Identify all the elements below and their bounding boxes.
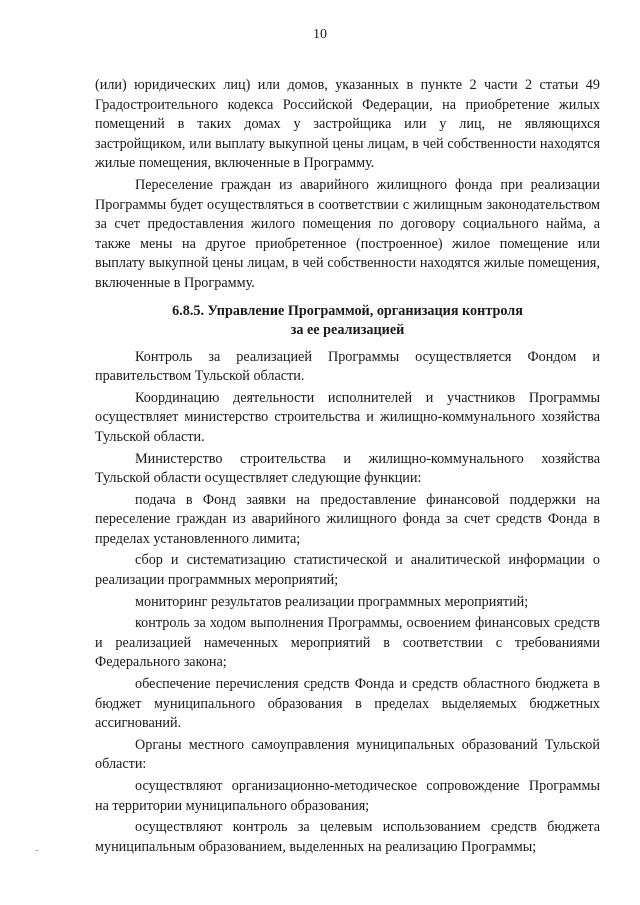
- list-item: осуществляют организационно-методическое сопровождение Программы на территории муниципального образования;: [95, 778, 600, 814]
- scan-speck: [36, 850, 38, 851]
- section-heading: [95, 302, 600, 340]
- section-heading-line: 6.8.5. Управление Программой, организация контроля: [172, 302, 523, 319]
- list-item: контроль за ходом выполнения Программы, освоением финансовых средств и реализацией намеченных мероприятий в соответствии с требованиями Федерального закона;: [95, 615, 600, 671]
- paragraph: Координацию деятельности исполнителей и участников Программы осуществляет министерство строительства и жилищно-коммунального хозяйства Тульской области.: [95, 389, 600, 445]
- paragraph: Контроль за реализацией Программы осуществляется Фондом и правительством Тульской области.: [95, 348, 600, 385]
- paragraph: Органы местного самоуправления муниципальных образований Тульской области:: [95, 736, 600, 773]
- list-item: осуществляют контроль за целевым использованием средств бюджета муниципальным образованием, выделенных на реализацию Программы;: [95, 819, 600, 855]
- page-number: 10: [313, 27, 327, 42]
- list-item: обеспечение перечисления средств Фонда и средств областного бюджета в бюджет муниципального образования в пределах выделяемых бюджетных ассигнований.: [95, 676, 600, 732]
- paragraph: Министерство строительства и жилищно-коммунального хозяйства Тульской области осуществляет следующие функции:: [95, 450, 600, 487]
- document-body: [95, 76, 600, 857]
- list-item: мониторинг результатов реализации программных мероприятий;: [135, 593, 529, 610]
- paragraph: Переселение граждан из аварийного жилищного фонда при реализации Программы будет осуществляться в соответствии с жилищным законодательством за счет предоставления жилого помещения по договору социального найма, а также мены на другое приобретенное (построенное) жилое помещение или выплату выкупной цены лицам, в чей собственности находятся жилые помещения, включенные в Программу.: [95, 176, 600, 291]
- list-item: сбор и систематизацию статистической и аналитической информации о реализации программных мероприятий;: [95, 552, 600, 589]
- list-item: подача в Фонд заявки на предоставление финансовой поддержки на переселение граждан из аварийного жилищного фонда за счет средств Фонда в пределах установленного лимита;: [95, 491, 600, 547]
- section-heading-line: за ее реализацией: [290, 321, 405, 338]
- paragraph: (или) юридических лиц) или домов, указанных в пункте 2 части 2 статьи 49 Градостроительного кодекса Российской Федерации, на приобретение жилых помещений в таких домах у застройщика или у лиц, не являющихся застройщиком, или выплату выкупной цены лицам, в чей собственности находятся жилые помещения, включенные в Программу.: [95, 77, 600, 172]
